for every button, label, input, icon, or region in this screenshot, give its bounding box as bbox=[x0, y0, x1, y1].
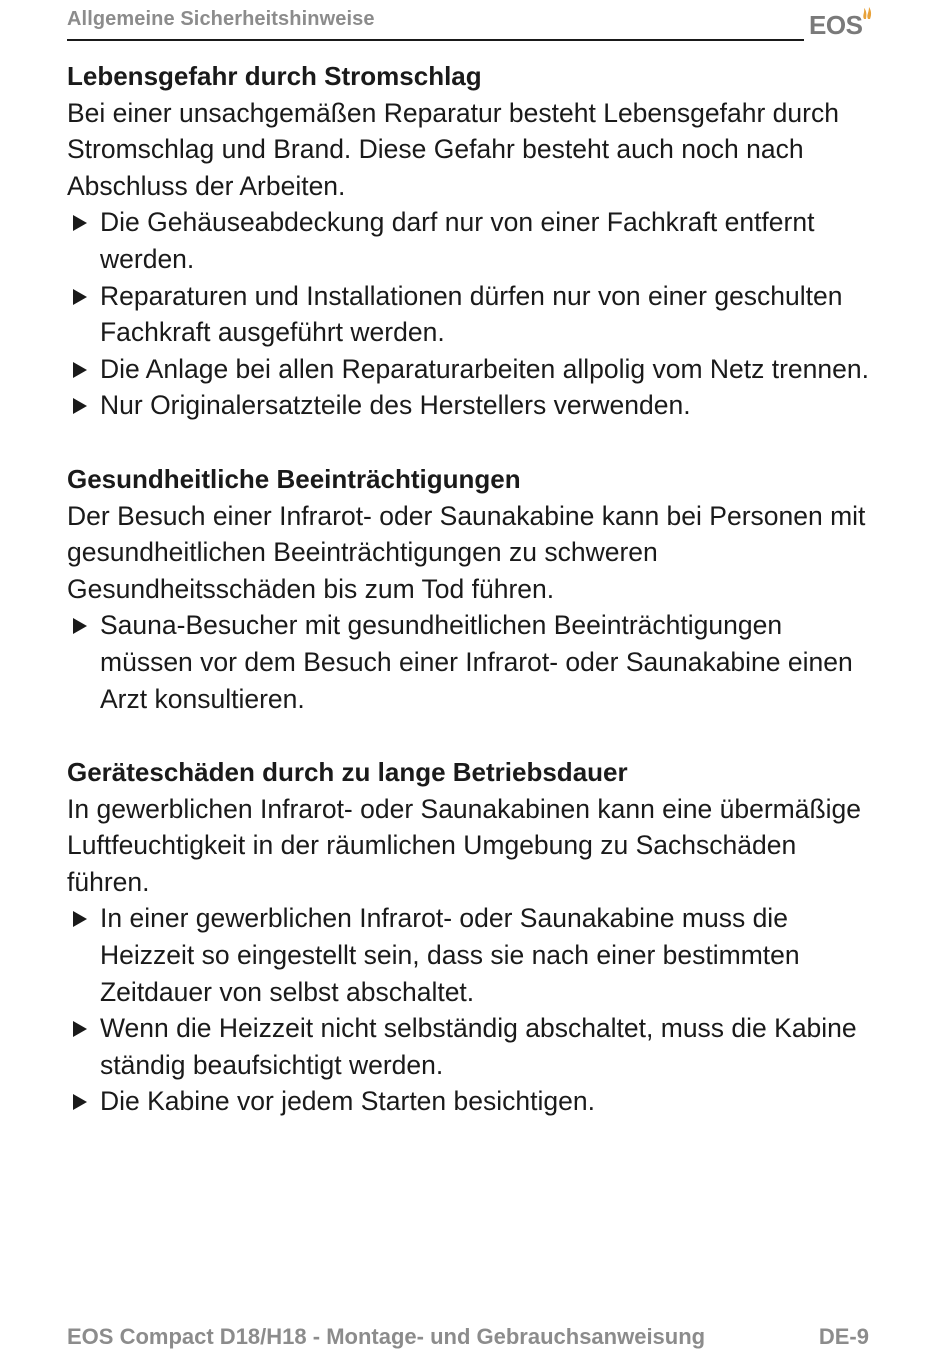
list-item: Die Gehäuseabdeckung darf nur von einer Fachkraft entfernt werden. bbox=[67, 204, 877, 277]
document-title: EOS Compact D18/H18 - Montage- und Gebrauchsanweisung bbox=[67, 1324, 706, 1349]
section-paragraph: Der Besuch einer Infrarot- oder Saunakabine kann bei Personen mit gesundheitlichen Beeinträchtigungen zu schweren Gesundheitsschäden bis zum Tod führen. bbox=[67, 500, 866, 604]
section-paragraph: In gewerblichen Infrarot- oder Saunakabinen kann eine übermäßige Luftfeuchtigkeit in der räumlichen Umgebung zu Sachschäden führen. bbox=[67, 793, 862, 897]
triangle-bullet-icon bbox=[73, 362, 87, 378]
main-content bbox=[67, 58, 877, 1120]
header-title: Allgemeine Sicherheitshinweise bbox=[67, 8, 375, 30]
triangle-bullet-icon bbox=[73, 618, 87, 634]
list-item: Die Kabine vor jedem Starten besichtigen. bbox=[67, 1083, 877, 1120]
list-item: Die Anlage bei allen Reparaturarbeiten allpolig vom Netz trennen. bbox=[67, 351, 877, 388]
list-item: In einer gewerblichen Infrarot- oder Saunakabine muss die Heizzeit so eingestellt sein, dass sie nach einer bestimmten Zeitdauer von selbst abschaltet. bbox=[67, 900, 877, 1010]
section-heading: Geräteschäden durch zu lange Betriebsdauer bbox=[67, 757, 628, 788]
triangle-bullet-icon bbox=[73, 1021, 87, 1037]
section-health-impairments bbox=[67, 461, 877, 717]
list-item: Sauna-Besucher mit gesundheitlichen Beeinträchtigungen müssen vor dem Besuch einer Infrarot- oder Saunakabine einen Arzt konsultieren. bbox=[67, 607, 877, 717]
triangle-bullet-icon bbox=[73, 215, 87, 231]
list-item: Wenn die Heizzeit nicht selbständig abschaltet, muss die Kabine ständig beaufsichtigt werden. bbox=[67, 1010, 877, 1083]
page-header bbox=[67, 6, 873, 46]
triangle-bullet-icon bbox=[73, 398, 87, 414]
flame-icon bbox=[861, 6, 873, 20]
section-electric-shock bbox=[67, 58, 877, 424]
page-number: DE-9 bbox=[818, 1324, 869, 1349]
bullet-list bbox=[67, 607, 877, 717]
bullet-list bbox=[67, 900, 877, 1120]
triangle-bullet-icon bbox=[73, 1094, 87, 1110]
list-item: Nur Originalersatzteile des Herstellers verwenden. bbox=[67, 387, 877, 424]
logo-text: EOS bbox=[809, 10, 863, 40]
page-footer bbox=[67, 1324, 873, 1356]
section-heading: Lebensgefahr durch Stromschlag bbox=[67, 61, 482, 91]
triangle-bullet-icon bbox=[73, 289, 87, 305]
section-heading: Gesundheitliche Beeinträchtigungen bbox=[67, 463, 521, 494]
section-device-damage bbox=[67, 754, 877, 1120]
section-paragraph: Bei einer unsachgemäßen Reparatur besteht Lebensgefahr durch Stromschlag und Brand. Diese Gefahr besteht auch noch nach Abschluss der Arbeiten. bbox=[67, 97, 839, 201]
header-divider bbox=[67, 39, 804, 41]
triangle-bullet-icon bbox=[73, 911, 87, 927]
eos-logo bbox=[809, 6, 873, 40]
list-item: Reparaturen und Installationen dürfen nur von einer geschulten Fachkraft ausgeführt werden. bbox=[67, 278, 877, 351]
bullet-list bbox=[67, 204, 877, 424]
